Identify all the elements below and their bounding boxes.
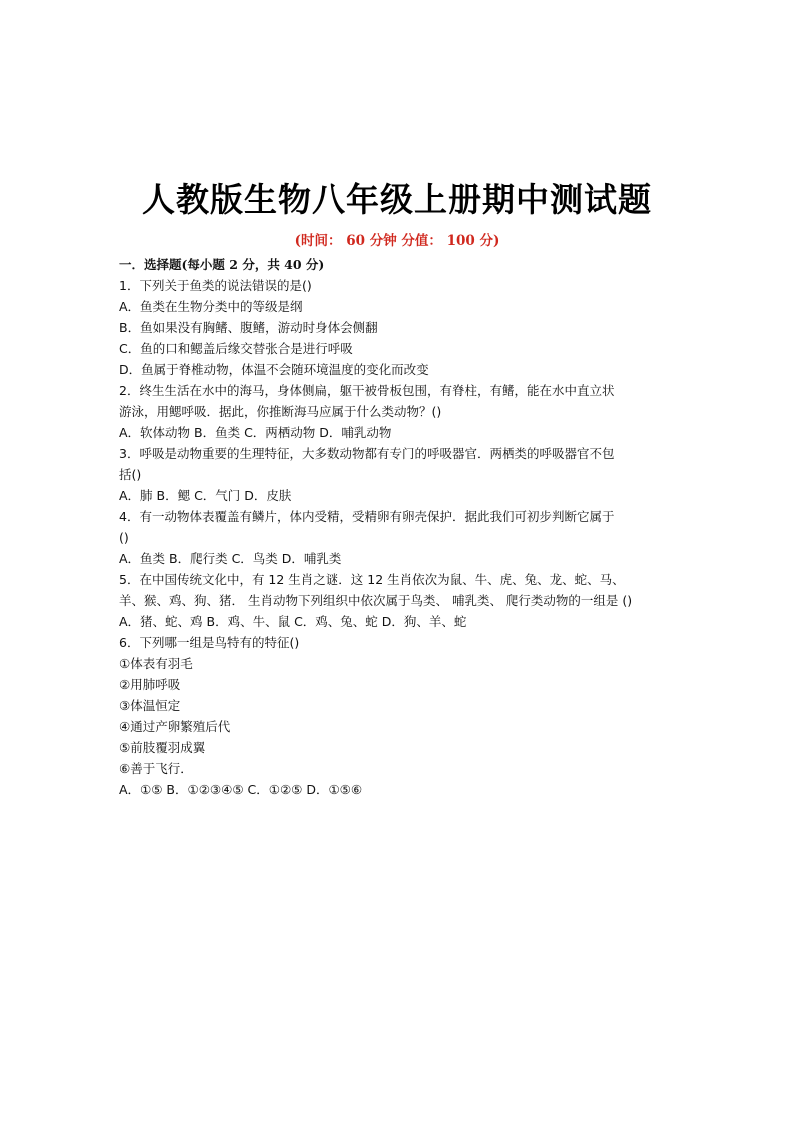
question-3-cont: 括() [119, 467, 142, 482]
question-6-item-2: ②用肺呼吸 [119, 677, 181, 692]
question-3-options: A．肺 B．鳃 C．气门 D．皮肤 [119, 488, 292, 503]
question-content [119, 254, 684, 800]
question-5: 5．在中国传统文化中，有 12 生肖之谜．这 12 生肖依次为鼠、牛、虎、兔、龙、蛇、马、 [119, 572, 625, 587]
question-6-item-6: ⑥善于飞行． [119, 761, 193, 776]
question-4-cont: () [119, 530, 129, 545]
question-1-option-a: A．鱼类在生物分类中的等级是纲 [119, 299, 303, 314]
question-6-item-1: ①体表有羽毛 [119, 656, 193, 671]
question-6-options: A．①⑤ B．①②③④⑤ C．①②⑤ D．①⑤⑥ [119, 782, 363, 797]
question-6-item-4: ④通过产卵繁殖后代 [119, 719, 231, 734]
question-2-cont: 游泳，用鳃呼吸．据此，你推断海马应属于什么类动物？() [119, 404, 442, 419]
document-title: 人教版生物八年级上册期中测试题 [142, 180, 652, 219]
question-1-option-b: B．鱼如果没有胸鳍、腹鳍，游动时身体会侧翻 [119, 320, 378, 335]
question-3: 3．呼吸是动物重要的生理特征，大多数动物都有专门的呼吸器官．两栖类的呼吸器官不包 [119, 446, 615, 461]
question-1-option-d: D．鱼属于脊椎动物，体温不会随环境温度的变化而改变 [119, 362, 429, 377]
exam-time-score: (时间： 60 分钟 分值： 100 分) [294, 233, 500, 249]
question-4-options: A．鱼类 B．爬行类 C．鸟类 D．哺乳类 [119, 551, 342, 566]
question-1: 1．下列关于鱼类的说法错误的是() [119, 278, 312, 293]
question-6-item-3: ③体温恒定 [119, 698, 181, 713]
question-2: 2．终生生活在水中的海马，身体侧扁，躯干被骨板包围，有脊柱，有鳍，能在水中直立状 [119, 383, 615, 398]
question-5-options: A．猪、蛇、鸡 B．鸡、牛、鼠 C．鸡、兔、蛇 D．狗、羊、蛇 [119, 614, 467, 629]
section-heading: 一．选择题(每小题 2 分，共 40 分) [119, 257, 325, 272]
question-6: 6．下列哪一组是鸟特有的特征() [119, 635, 300, 650]
question-5-cont: 羊、猴、鸡、狗、猪． 生肖动物下列组织中依次属于鸟类、 哺乳类、 爬行类动物的一组是 () [119, 593, 633, 608]
question-4: 4．有一动物体表覆盖有鳞片，体内受精，受精卵有卵壳保护．据此我们可初步判断它属于 [119, 509, 615, 524]
question-1-option-c: C．鱼的口和鳃盖后缘交替张合是进行呼吸 [119, 341, 353, 356]
question-2-options: A．软体动物 B．鱼类 C．两栖动物 D．哺乳动物 [119, 425, 392, 440]
question-6-item-5: ⑤前肢覆羽成翼 [119, 740, 206, 755]
